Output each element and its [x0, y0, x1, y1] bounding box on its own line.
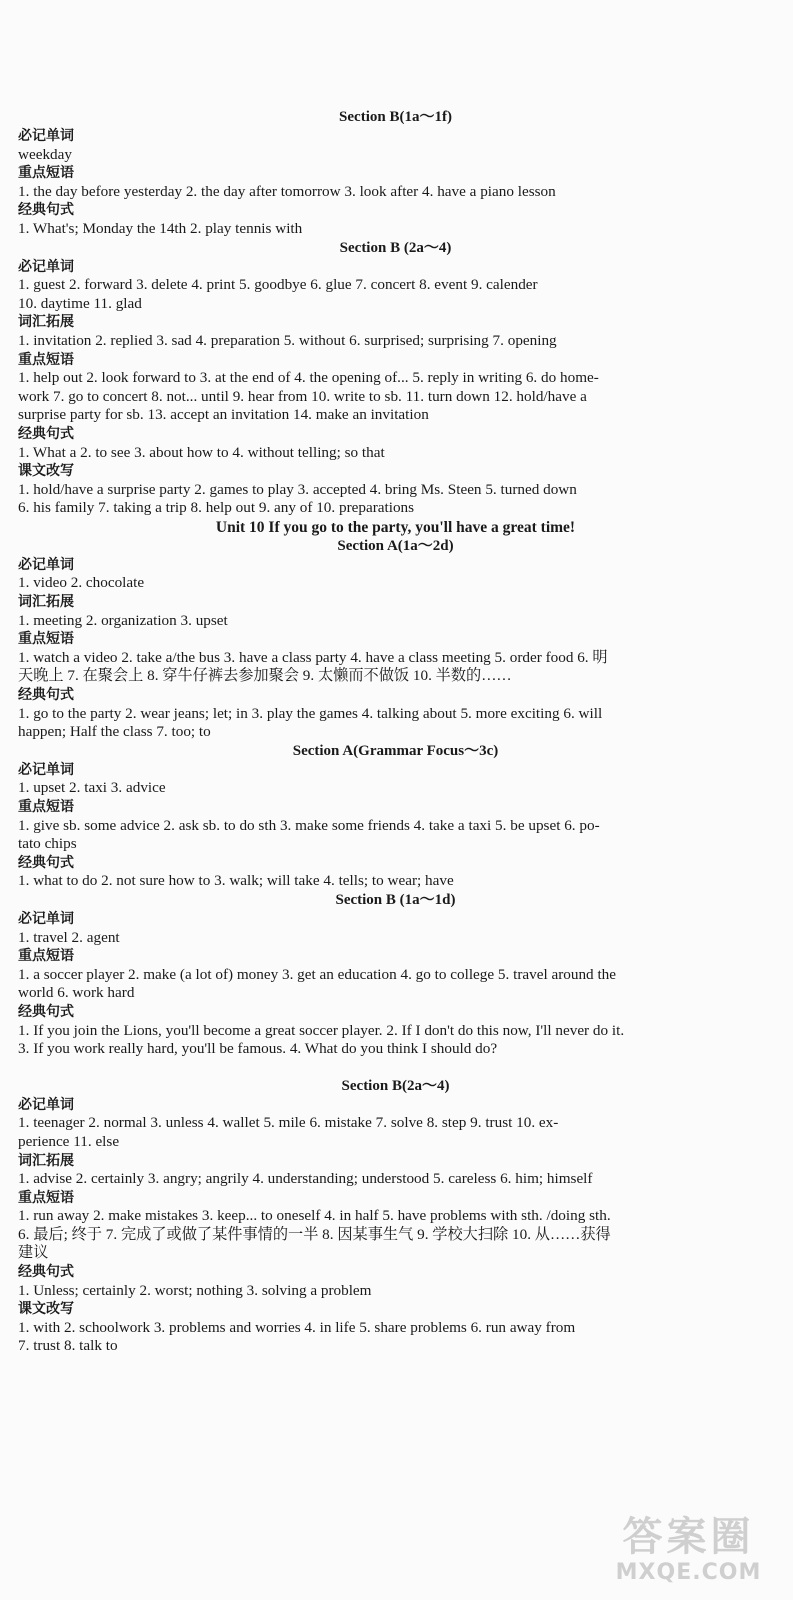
- block-heading: 重点短语: [18, 1189, 74, 1206]
- watermark-top: 答案圈: [622, 1514, 755, 1560]
- answer-document: [18, 108, 773, 1356]
- block-heading: 课文改写: [18, 463, 74, 480]
- block-heading: 必记单词: [18, 258, 74, 275]
- answer-line: 1. guest 2. forward 3. delete 4. print 5. goodbye 6. glue 7. concert 8. event 9. calender: [18, 276, 538, 294]
- answer-line: happen; Half the class 7. too; to: [18, 723, 211, 741]
- answer-line: 6. 最后; 终于 7. 完成了或做了某件事情的一半 8. 因某事生气 9. 学校大扫除 10. 从……获得: [18, 1225, 611, 1243]
- section: [18, 239, 773, 518]
- answer-line: 1. What's; Monday the 14th 2. play tennis with: [18, 219, 303, 237]
- answer-line: 10. daytime 11. glad: [18, 294, 142, 312]
- block-heading: 词汇拓展: [18, 314, 74, 331]
- unit-title: Unit 10 If you go to the party, you'll have a great time!: [215, 518, 576, 536]
- block-heading: 必记单词: [18, 556, 74, 573]
- answer-line: 1. go to the party 2. wear jeans; let; in 3. play the games 4. talking about 5. more exciting 6. will: [18, 704, 603, 722]
- block-heading: 课文改写: [18, 1301, 74, 1318]
- watermark-url: MXQE.COM: [615, 1560, 762, 1585]
- section-title: Section B (1a～1d): [335, 891, 456, 908]
- block-heading: 重点短语: [18, 948, 74, 965]
- block-heading: 必记单词: [18, 1096, 74, 1113]
- answer-line: 天晚上 7. 在聚会上 8. 穿牛仔裤去参加聚会 9. 太懒而不做饭 10. 半数的……: [18, 667, 512, 685]
- section: [18, 108, 773, 239]
- answer-line: tato chips: [18, 835, 77, 853]
- block-heading: 经典句式: [18, 1264, 74, 1281]
- answer-line: 1. watch a video 2. take a/the bus 3. have a class party 4. have a class meeting 5. order food 6. 明: [18, 648, 608, 666]
- answer-line: 1. Unless; certainly 2. worst; nothing 3. solving a problem: [18, 1281, 372, 1299]
- answer-line: 1. What a 2. to see 3. about how to 4. without telling; so that: [18, 443, 385, 461]
- answer-line: 1. the day before yesterday 2. the day after tomorrow 3. look after 4. have a piano lesson: [18, 182, 556, 200]
- section-title: Section A(1a～2d): [337, 537, 454, 554]
- block-heading: 经典句式: [18, 425, 74, 442]
- block-heading: 经典句式: [18, 687, 74, 704]
- block-heading: 经典句式: [18, 1003, 74, 1020]
- answer-line: 1. video 2. chocolate: [18, 574, 145, 592]
- section: [18, 537, 773, 742]
- answer-line: 1. hold/have a surprise party 2. games to play 3. accepted 4. bring Ms. Steen 5. turned down: [18, 480, 577, 498]
- block-heading: 重点短语: [18, 165, 74, 182]
- section-title: Section B(2a～4): [341, 1077, 450, 1094]
- section: [18, 1077, 773, 1356]
- answer-line: 1. teenager 2. normal 3. unless 4. wallet 5. mile 6. mistake 7. solve 8. step 9. trust 10. ex-: [18, 1114, 559, 1132]
- answer-line: 1. If you join the Lions, you'll become a great soccer player. 2. If I don't do this now, I'll never do it.: [18, 1021, 625, 1039]
- answer-line: perience 11. else: [18, 1132, 120, 1150]
- section: [18, 742, 773, 891]
- answer-line: surprise party for sb. 13. accept an invitation 14. make an invitation: [18, 406, 429, 424]
- answer-line: 7. trust 8. talk to: [18, 1337, 118, 1355]
- block-heading: 词汇拓展: [18, 594, 74, 611]
- block-heading: 必记单词: [18, 761, 74, 778]
- answer-line: 1. invitation 2. replied 3. sad 4. preparation 5. without 6. surprised; surprising 7. opening: [18, 331, 557, 349]
- block-heading: 经典句式: [18, 202, 74, 219]
- answer-line: 1. upset 2. taxi 3. advice: [18, 779, 166, 797]
- answer-line: 6. his family 7. taking a trip 8. help out 9. any of 10. preparations: [18, 499, 415, 517]
- section-title: Section B (2a～4): [339, 239, 452, 256]
- block-heading: 重点短语: [18, 631, 74, 648]
- section-title: Section A(Grammar Focus～3c): [292, 742, 499, 759]
- answer-line: 1. meeting 2. organization 3. upset: [18, 611, 228, 629]
- block-heading: 必记单词: [18, 128, 74, 144]
- block-heading: 重点短语: [18, 351, 74, 368]
- block-heading: 必记单词: [18, 910, 74, 927]
- answer-line: weekday: [18, 145, 72, 163]
- answer-line: 1. help out 2. look forward to 3. at the end of 4. the opening of... 5. reply in writing 6. do home-: [18, 369, 599, 387]
- section-title: Section B(1a～1f): [339, 109, 452, 125]
- answer-line: 1. a soccer player 2. make (a lot of) money 3. get an education 4. go to college 5. travel around the: [18, 965, 617, 983]
- block-heading: 经典句式: [18, 854, 74, 871]
- answer-line: work 7. go to concert 8. not... until 9. hear from 10. write to sb. 11. turn down 12. hold/have a: [18, 387, 587, 405]
- answer-line: 1. run away 2. make mistakes 3. keep... to oneself 4. in half 5. have problems with sth. /doing sth.: [18, 1207, 611, 1225]
- answer-line: 1. what to do 2. not sure how to 3. walk; will take 4. tells; to wear; have: [18, 872, 454, 890]
- answer-line: 1. travel 2. agent: [18, 928, 120, 946]
- answer-line: 3. If you work really hard, you'll be famous. 4. What do you think I should do?: [18, 1040, 498, 1058]
- watermark-logo: [596, 1514, 781, 1594]
- block-heading: 词汇拓展: [18, 1152, 74, 1169]
- answer-line: 1. with 2. schoolwork 3. problems and worries 4. in life 5. share problems 6. run away from: [18, 1318, 576, 1336]
- section: [18, 891, 773, 1059]
- answer-line: 1. give sb. some advice 2. ask sb. to do sth 3. make some friends 4. take a taxi 5. be upset 6. po-: [18, 816, 600, 834]
- answer-line: world 6. work hard: [18, 984, 135, 1002]
- answer-line: 建议: [18, 1244, 49, 1262]
- block-heading: 重点短语: [18, 799, 74, 815]
- answer-line: 1. advise 2. certainly 3. angry; angrily 4. understanding; understood 5. careless 6. him; himself: [18, 1170, 593, 1188]
